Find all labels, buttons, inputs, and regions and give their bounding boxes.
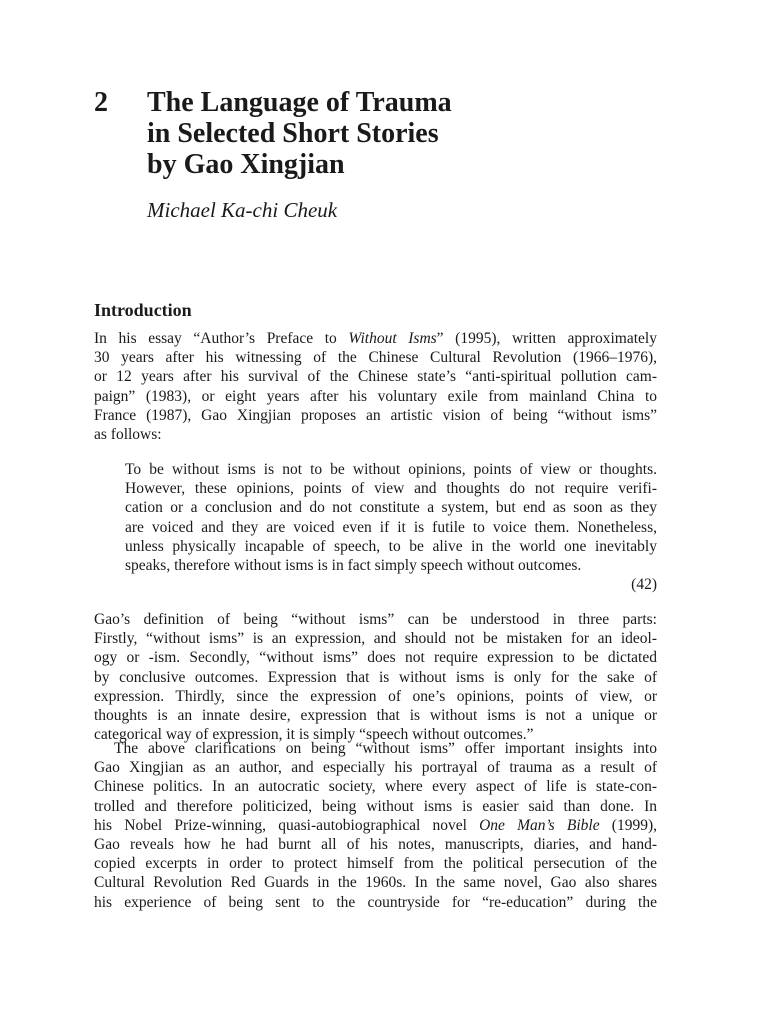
quote-citation: (42) <box>631 576 657 594</box>
chapter-number: 2 <box>94 87 108 118</box>
quote-line: are voiced and they are voiced even if it is futile to voice them. Nonetheless, <box>125 518 657 536</box>
text-line: categorical way of expression, it is simply “speech without outcomes.” <box>94 726 534 744</box>
text-line: his Nobel Prize-winning, quasi-autobiographical novel One Man’s Bible (1999), <box>94 816 657 834</box>
chapter-author: Michael Ka-chi Cheuk <box>147 198 338 222</box>
text-line: ogy or -ism. Secondly, “without isms” does not require expression to be dictated <box>94 649 657 667</box>
text-line: In his essay “Author’s Preface to Without Isms” (1995), written approximately <box>94 330 657 347</box>
text-line: his experience of being sent to the countryside for “re-education” during the <box>94 893 657 911</box>
quote-line: speaks, therefore without isms is in fact simply speech without outcomes. <box>125 557 582 575</box>
quote-line: unless physically incapable of speech, to be alive in the world one inevitably <box>125 537 657 555</box>
chapter-title-line: The Language of Trauma <box>147 87 452 118</box>
text-line: thoughts is an innate desire, expression that is without isms is not a unique or <box>94 707 657 725</box>
block-quote <box>125 460 657 594</box>
text-line: Gao Xingjian as an author, and especially his portrayal of trauma as a result of <box>94 759 657 777</box>
chapter-title-line: by Gao Xingjian <box>147 149 345 180</box>
text-line: Gao’s definition of being “without isms” can be understood in three parts: <box>94 611 657 628</box>
intro-paragraph <box>94 329 657 444</box>
text-line: France (1987), Gao Xingjian proposes an artistic vision of being “without isms” <box>94 406 657 424</box>
quote-line: cation or a conclusion and do not constitute a system, but end as soon as they <box>125 499 657 517</box>
section-heading: Introduction <box>94 300 192 320</box>
text-line: Gao reveals how he had burnt all of his notes, manuscripts, diaries, and hand- <box>94 836 657 854</box>
text-line: Cultural Revolution Red Guards in the 1960s. In the same novel, Gao also shares <box>94 874 657 892</box>
text-line: expression. Thirdly, since the expression of one’s opinions, points of view, or <box>94 687 657 705</box>
body-paragraph <box>94 610 657 744</box>
text-line: paign” (1983), or eight years after his voluntary exile from mainland China to <box>94 387 657 405</box>
book-title-italic: Without Isms <box>348 330 437 347</box>
body-paragraph <box>94 739 657 912</box>
quote-line: To be without isms is not to be without opinions, points of view or thoughts. <box>125 461 657 478</box>
text-line: The above clarifications on being “without isms” offer important insights into <box>114 740 657 757</box>
text-line: Firstly, “without isms” is an expression, and should not be mistaken for an ideol- <box>94 630 657 648</box>
quote-line: However, these opinions, points of view and thoughts do not require verifi- <box>125 480 657 498</box>
text-line: as follows: <box>94 426 162 444</box>
book-title-italic: One Man’s Bible <box>479 816 600 834</box>
text-line: copied excerpts in order to protect himself from the political persecution of the <box>94 855 657 873</box>
text-line: 30 years after his witnessing of the Chinese Cultural Revolution (1966–1976), <box>94 349 657 367</box>
chapter-title <box>147 87 667 180</box>
text-line: or 12 years after his survival of the Chinese state’s “anti-spiritual pollution cam- <box>94 368 657 386</box>
text-line: Chinese politics. In an autocratic society, where every aspect of life is state-con- <box>94 778 657 796</box>
text-line: by conclusive outcomes. Expression that is without isms is only for the sake of <box>94 668 657 686</box>
chapter-title-line: in Selected Short Stories <box>147 118 439 149</box>
text-line: trolled and therefore politicized, being without isms is easier said than done. In <box>94 797 657 815</box>
